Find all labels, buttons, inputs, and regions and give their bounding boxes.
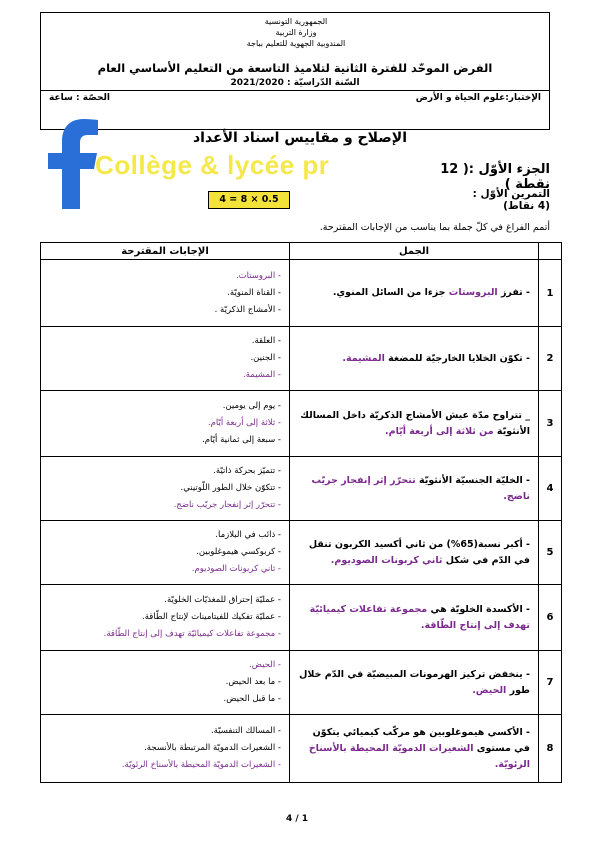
table-row — [41, 327, 562, 391]
choice-item: - سبعة إلى ثمانية أيّام. — [202, 435, 281, 445]
choices-cell — [41, 327, 290, 391]
choices-cell — [41, 260, 290, 327]
table-row — [41, 521, 562, 585]
sentence-text: - ينخفض تركيز الهرمونات المبيضيّة في الدّم خلال طور — [299, 668, 530, 696]
table-row — [41, 651, 562, 715]
exam-title: الفرض الموحّد للفترة الثانية لتلاميذ التاسعة من التعليم الأساسي العام — [97, 61, 493, 75]
sentence-answer: من ثلاثة إلى أربعة أيّام. — [385, 425, 494, 437]
sentence-text: - الخليّة الجنسيّة الأنثويّة — [415, 474, 530, 486]
exam-meta — [49, 93, 541, 107]
answers-column-header: الإجابات المقترحة — [41, 243, 290, 260]
sentence-cell — [290, 715, 539, 783]
row-number: 8 — [539, 715, 562, 783]
choice-correct: - الحيض. — [249, 660, 281, 670]
sentence-cell — [290, 651, 539, 715]
choice-item: - ذائب في البلازما. — [215, 530, 281, 540]
choice-correct: - ثلاثة إلى أربعة أيّام. — [207, 418, 281, 428]
header-divider — [41, 90, 549, 91]
watermark-text: Collège & lycée pr — [95, 150, 330, 180]
choice-item: - ما قبل الحيض. — [223, 694, 281, 704]
choice-item: - تتكوّن خلال الطور اللّوتيني. — [180, 483, 281, 493]
sentence-cell — [290, 585, 539, 651]
table-header-row — [41, 243, 562, 260]
choice-item: - المسالك التنفسيّة. — [210, 726, 281, 736]
choice-item: - الأمشاج الذكريّة . — [214, 304, 281, 315]
choices-cell — [41, 585, 290, 651]
sentence-answer: مجموعة تفاعلات كيميائيّة تهدف إلى إنتاج الطّاقة. — [309, 603, 530, 631]
institution-line: وزارة التربية — [275, 28, 317, 37]
choice-item: - الشعيرات الدمويّة المرتبطة بالأنسجة. — [144, 743, 281, 753]
choice-item: - القناة المنويّة. — [227, 287, 281, 298]
sentence-text: _ تتراوح مدّة عيش الأمشاج الذكريّة داخل المسالك الأنثويّة — [300, 409, 530, 437]
institution-line: المندوبية الجهوية للتعليم بباجة — [246, 39, 346, 48]
exam-header — [40, 12, 550, 130]
choice-correct: - تتحرّر إثر إنفجار جريّب ناضج. — [173, 500, 281, 510]
sentence-cell — [290, 457, 539, 521]
choice-item: - العلقة. — [251, 336, 281, 346]
sentence-answer: تتحرّر إثر إنفجار جريّب ناضج. — [311, 474, 530, 502]
sentence-answer: الحيض. — [472, 684, 507, 696]
choice-item: - تتميّز بحركة ذاتيّة. — [213, 466, 281, 476]
part-one-heading: الجزء الأوّل :( 12 نقطة ) — [440, 162, 550, 192]
choice-correct: - البروستات. — [235, 270, 281, 281]
choice-item: - عمليّة تفكيك للفيتامينات لإنتاج الطّاقة. — [142, 612, 281, 622]
row-number: 4 — [539, 457, 562, 521]
exercise-one-heading: التمرين الأوّل :(4 نقاط) — [472, 188, 550, 212]
solution-title: الإصلاح و مقاييس اسناد الأعداد — [192, 130, 407, 146]
choices-cell — [41, 457, 290, 521]
choice-item: - عمليّة إحتراق للمغذيّات الخلويّة. — [164, 595, 281, 605]
sentence-cell — [290, 260, 539, 327]
sentence-cell — [290, 521, 539, 585]
exercise-instruction: أتمم الفراغ في كلّ جملة بما يناسب من الإجابات المقترحة. — [319, 222, 550, 233]
row-number: 2 — [539, 327, 562, 391]
score-box: 4 = 8 × 0.5 — [208, 191, 290, 209]
sentence-answer: المشيمة. — [342, 352, 385, 364]
choice-item: - ما بعد الحيض. — [225, 677, 281, 687]
questions-table — [40, 242, 562, 783]
sentence-text: - تكوّن الخلايا الخارجيّة للمضغة — [384, 352, 530, 364]
choices-cell — [41, 391, 290, 457]
exam-duration: الحصّة : ساعة — [49, 93, 110, 103]
choice-correct: - الشعيرات الدمويّة المحيطة بالأسناخ الرئويّة. — [121, 760, 281, 770]
table-row — [41, 715, 562, 783]
sentence-text: - الأكسدة الخلويّة هي — [427, 603, 530, 615]
choices-cell — [41, 521, 290, 585]
row-number: 3 — [539, 391, 562, 457]
sentence-answer: البروستات — [448, 287, 498, 298]
choices-cell — [41, 715, 290, 783]
row-number: 6 — [539, 585, 562, 651]
row-number: 7 — [539, 651, 562, 715]
exam-subject: الإختبار:علوم الحياة و الأرض — [415, 93, 541, 103]
sentence-cell — [290, 391, 539, 457]
table-row — [41, 585, 562, 651]
sentence-text: - الأكسي هيموغلوبين هو مركّب كيميائي يتكوّن في مستوى — [312, 726, 530, 754]
sentence-text: - تفرز — [497, 287, 530, 298]
sentence-answer: ثاني كربونات الصوديوم. — [330, 554, 443, 566]
choice-correct: - مجموعة تفاعلات كيميائيّة تهدف إلى إنتاج الطّاقة. — [103, 629, 281, 639]
choice-item: - كربوكسي هيموغلوبين. — [196, 547, 281, 557]
number-column-header — [539, 243, 562, 260]
sentences-column-header: الجمل — [290, 243, 539, 260]
table-row — [41, 457, 562, 521]
sentence-answer: الشعيرات الدمويّة المحيطة بالأسناخ الرئويّة. — [308, 742, 530, 770]
table-row — [41, 260, 562, 327]
table-row — [41, 391, 562, 457]
questions-table-body — [41, 260, 562, 783]
sentence-text: جزءا من السائل المنوي. — [332, 287, 449, 298]
sentence-text: - أكبر نسبة(65%) من ثاني أكسيد الكربون تنقل في الدّم في شكل — [308, 538, 530, 566]
institution-block — [221, 16, 371, 49]
sentence-cell — [290, 327, 539, 391]
choice-item: - الجنين. — [250, 353, 281, 363]
row-number: 1 — [539, 260, 562, 327]
choices-cell — [41, 651, 290, 715]
choice-correct: - المشيمة. — [243, 370, 281, 380]
choice-correct: - ثاني كربونات الصوديوم. — [191, 564, 281, 574]
page-number: 4 / 1 — [285, 814, 309, 824]
row-number: 5 — [539, 521, 562, 585]
school-year: السّنة الدّراسيّة : 2021/2020 — [230, 78, 360, 88]
choice-item: - يوم إلى يومين. — [222, 401, 281, 411]
institution-line: الجمهورية التونسية — [264, 17, 328, 26]
